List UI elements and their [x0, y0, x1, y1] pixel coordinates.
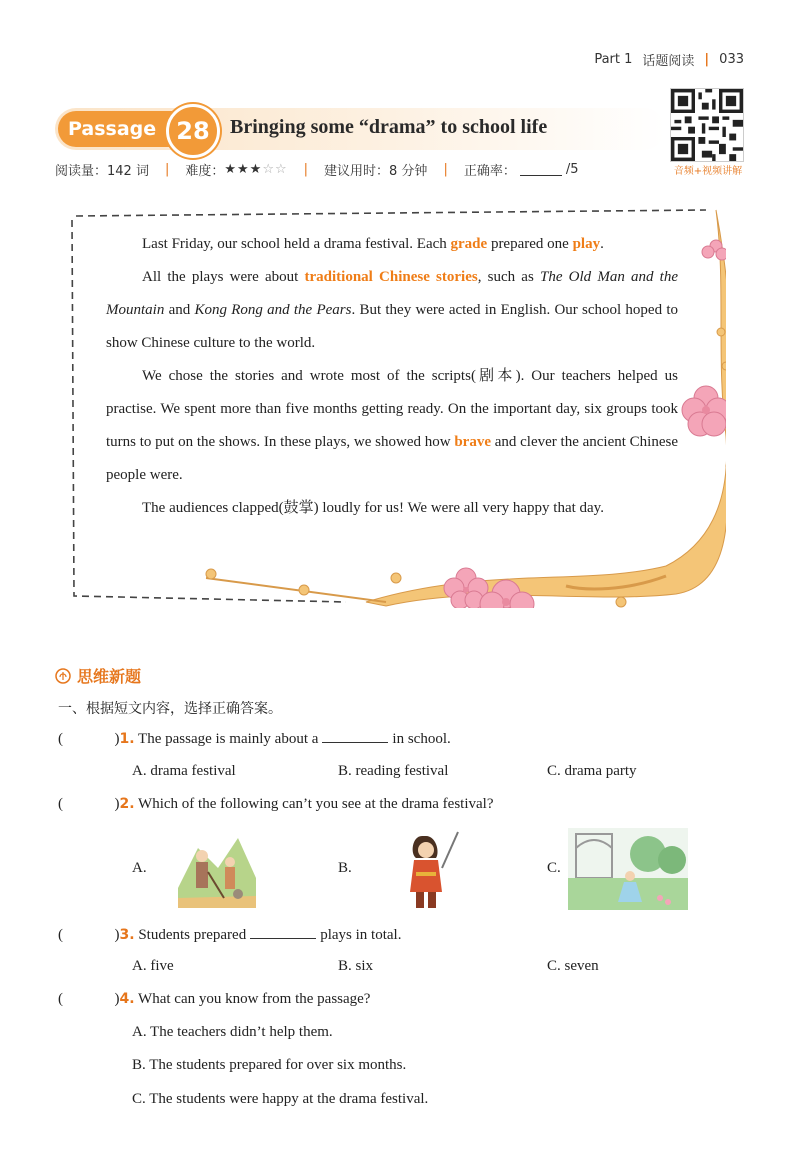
- difficulty-stars: [224, 162, 287, 177]
- paragraph: We chose the stories and wrote most of the scripts(剧本). Our teachers helped us practise. We spent more than five months getting ready. On the important day, six groups took turns to put on the shows. In these plays, we showed how brave and clever the ancient Chinese people were.: [106, 368, 678, 483]
- accuracy-label: 正确率：: [463, 164, 516, 179]
- option-2c-label[interactable]: C.: [547, 860, 561, 876]
- running-header: [594, 50, 744, 69]
- difficulty-label: 难度：: [185, 164, 225, 179]
- option-1c[interactable]: C. drama party: [547, 763, 637, 779]
- highlight-phrase: traditional Chinese stories: [304, 269, 478, 285]
- section-label: 话题阅读: [642, 54, 695, 69]
- part-label: Part 1: [594, 52, 633, 67]
- star-empty-icon: ☆: [262, 162, 275, 177]
- star-filled-icon: ★: [224, 162, 238, 177]
- highlight-word: grade: [450, 236, 488, 252]
- instruction: 一、根据短文内容，选择正确答案。: [58, 701, 282, 717]
- paragraph: All the plays were about traditional Chinese stories, such as The Old Man and the Mountain and Kong Rong and the Pears. But they were acted in English. Our school hoped to show Chinese culture to the world.: [106, 269, 679, 351]
- accuracy-total: /5: [565, 162, 579, 177]
- qr-code-icon[interactable]: [670, 88, 744, 162]
- option-2b-label[interactable]: B.: [338, 860, 352, 876]
- option-4c[interactable]: C. The students were happy at the drama festival.: [132, 1091, 429, 1107]
- passage-title: Bringing some “drama” to school life: [230, 116, 548, 138]
- time-label: 建议用时：8 分钟: [324, 164, 428, 179]
- star-filled-icon: ★: [249, 162, 263, 177]
- option-3b[interactable]: B. six: [338, 958, 374, 974]
- accuracy-blank[interactable]: [520, 163, 562, 176]
- fill-blank[interactable]: [322, 730, 388, 743]
- star-filled-icon: ★: [237, 162, 250, 177]
- highlight-word: play: [572, 236, 601, 252]
- option-4b[interactable]: B. The students prepared for over six months.: [132, 1057, 407, 1073]
- option-1b[interactable]: B. reading festival: [338, 763, 449, 779]
- star-empty-icon: ☆: [274, 162, 288, 177]
- header-divider: |: [704, 52, 710, 67]
- qr-label: 音频+视频讲解: [673, 166, 743, 177]
- fill-blank[interactable]: [250, 926, 316, 939]
- option-4a[interactable]: A. The teachers didn’t help them.: [132, 1024, 333, 1040]
- garden-princess-illustration[interactable]: [568, 828, 688, 910]
- meta-row: [55, 160, 579, 179]
- option-3a[interactable]: A. five: [132, 958, 174, 974]
- warrior-girl-illustration[interactable]: [392, 828, 462, 910]
- paragraph: The audiences clapped(鼓掌) loudly for us! We were all very happy that day.: [142, 500, 604, 516]
- word-count: 阅读量：142 词: [55, 164, 149, 179]
- question-3: ( )3. Students prepared plays in total.: [58, 927, 402, 943]
- old-man-mountain-illustration[interactable]: [178, 828, 256, 908]
- passage-number: 28: [166, 104, 220, 158]
- question-4: ( )4. What can you know from the passage?: [58, 991, 371, 1007]
- option-1a[interactable]: A. drama festival: [132, 763, 236, 779]
- highlight-word: brave: [454, 434, 491, 450]
- section-heading: 思维新题: [55, 664, 141, 687]
- brain-icon: [55, 668, 71, 684]
- option-3c[interactable]: C. seven: [547, 958, 599, 974]
- meta-divider: |: [443, 162, 448, 177]
- passage-badge: Passage: [58, 111, 202, 147]
- paragraph: Last Friday, our school held a drama festival. Each grade prepared one play.: [142, 236, 604, 252]
- question-2: ( )2. Which of the following can’t you see at the drama festival?: [58, 796, 494, 812]
- option-2a-label[interactable]: A.: [132, 860, 147, 876]
- meta-divider: |: [164, 162, 170, 177]
- page-number: 033: [719, 52, 744, 67]
- story-title: The Old Man and the Mountain: [106, 269, 679, 318]
- question-1: ( )1. The passage is mainly about a in school.: [58, 731, 451, 747]
- story-title: Kong Rong and the Pears: [194, 302, 352, 318]
- meta-divider: |: [303, 162, 309, 177]
- passage-text: [106, 228, 678, 525]
